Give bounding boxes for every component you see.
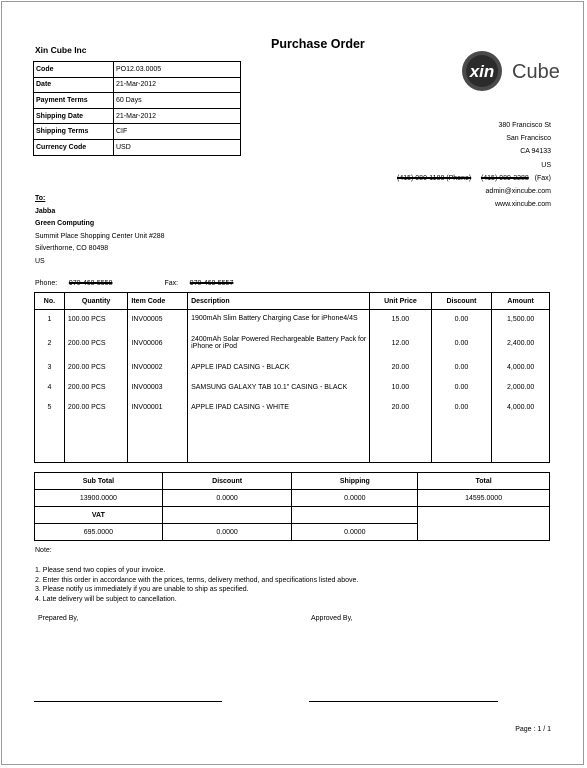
cell-code: INV00003	[128, 379, 188, 399]
cell-desc: APPLE IPAD CASING - WHITE	[188, 399, 370, 463]
logo-mark: xin	[469, 62, 495, 81]
cell-qty: 200.00 PCS	[64, 399, 128, 463]
document-title: Purchase Order	[271, 37, 365, 51]
column-header: No.	[35, 293, 65, 310]
recipient-company: Green Computing	[35, 220, 95, 228]
info-value: 21-Mar-2012	[114, 108, 241, 124]
cell-desc: 2400mAh Solar Powered Rechargeable Battery Pack for iPhone or iPod	[188, 335, 370, 359]
totals-table	[34, 472, 550, 541]
vat-label: VAT	[35, 507, 163, 524]
empty-cell	[292, 507, 418, 524]
approved-signature-line	[309, 701, 498, 702]
note-item: 4. Late delivery will be subject to cancellation.	[35, 595, 177, 603]
sender-state-zip: CA 94133	[520, 148, 551, 156]
recipient-phone: 970-468-5558	[68, 280, 113, 287]
cell-price: 15.00	[370, 310, 431, 335]
sender-phone-fax	[397, 172, 551, 185]
cell-no: 2	[35, 335, 65, 359]
info-value: CIF	[114, 124, 241, 140]
items-header-row	[35, 293, 550, 310]
info-row-currency-code	[34, 139, 241, 155]
items-table	[34, 292, 550, 463]
cell-amount: 4,000.00	[492, 359, 550, 379]
vat-header-row	[35, 507, 550, 524]
fax-label: Fax:	[164, 280, 179, 287]
cell-qty: 200.00 PCS	[64, 379, 128, 399]
info-label: Date	[34, 77, 114, 93]
cell-code: INV00006	[128, 335, 188, 359]
recipient-address1: Summit Place Shopping Center Unit #288	[35, 232, 165, 240]
sender-city: San Francisco	[506, 135, 551, 143]
to-label: To:	[35, 195, 46, 202]
prepared-by-label: Prepared By,	[38, 615, 79, 622]
cell-discount: 0.00	[431, 310, 492, 335]
table-row	[35, 310, 550, 335]
total-value: 14595.0000	[418, 490, 550, 507]
info-label: Payment Terms	[34, 93, 114, 109]
note-item: 3. Please notify us immediately if you are unable to ship as specified.	[35, 586, 249, 594]
cell-qty: 200.00 PCS	[64, 359, 128, 379]
cell-qty: 100.00 PCS	[64, 310, 128, 335]
empty-cell	[418, 524, 550, 541]
sender-phone: (415) 080-1188 (Phone)	[397, 174, 472, 182]
cell-code: INV00005	[128, 310, 188, 335]
note-label: Note:	[35, 547, 52, 554]
recipient-country: US	[35, 257, 45, 265]
info-value: 21-Mar-2012	[114, 77, 241, 93]
vat-shipping-value: 0.0000	[292, 524, 418, 541]
recipient-contact	[35, 280, 233, 287]
empty-cell	[162, 507, 292, 524]
column-header: Quantity	[64, 293, 128, 310]
cell-no: 4	[35, 379, 65, 399]
subtotal-value: 13900.0000	[35, 490, 163, 507]
sender-street: 380 Francisco St	[498, 122, 551, 129]
cell-code: INV00001	[128, 399, 188, 463]
cell-desc: SAMSUNG GALAXY TAB 10.1" CASING - BLACK	[188, 379, 370, 399]
vat-value-row	[35, 524, 550, 541]
sender-email: admin@xincube.com	[485, 188, 551, 196]
empty-cell	[418, 507, 550, 524]
table-row	[35, 379, 550, 399]
cell-no: 1	[35, 310, 65, 335]
info-label: Currency Code	[34, 139, 114, 155]
note-item: 2. Enter this order in accordance with the prices, terms, delivery method, and specifications listed above.	[35, 576, 359, 584]
recipient-name: Jabba	[35, 207, 56, 215]
totals-value-row	[35, 490, 550, 507]
info-row-payment-terms	[34, 93, 241, 109]
cell-discount: 0.00	[431, 335, 492, 359]
column-header: Unit Price	[370, 293, 431, 310]
info-row-shipping-terms	[34, 124, 241, 140]
cell-amount: 4,000.00	[492, 399, 550, 463]
sender-address	[397, 119, 551, 211]
recipient-address2: Silverthorne, CO 80498	[35, 245, 109, 253]
totals-header-row	[35, 473, 550, 490]
cell-desc: 1900mAh Slim Battery Charging Case for iPhone4/4S	[188, 310, 370, 335]
notes-list	[35, 566, 358, 604]
sender-website: www.xincube.com	[494, 201, 551, 209]
cell-qty: 200.00 PCS	[64, 335, 128, 359]
info-row-code	[34, 62, 241, 78]
cell-amount: 2,000.00	[492, 379, 550, 399]
cell-discount: 0.00	[431, 359, 492, 379]
cell-price: 20.00	[370, 399, 431, 463]
table-row	[35, 335, 550, 359]
subtotal-label: Sub Total	[35, 473, 163, 490]
info-value: USD	[114, 139, 241, 155]
cell-desc: APPLE IPAD CASING - BLACK	[188, 359, 370, 379]
column-header: Discount	[431, 293, 492, 310]
logo-text: Cube	[512, 61, 560, 83]
column-header: Amount	[492, 293, 550, 310]
page-number: Page : 1 / 1	[515, 726, 551, 733]
shipping-label: Shipping	[292, 473, 418, 490]
cell-price: 20.00	[370, 359, 431, 379]
sender-fax: (415) 989-2288	[480, 174, 529, 182]
vat-discount-value: 0.0000	[162, 524, 292, 541]
table-row	[35, 359, 550, 379]
note-item: 1. Please send two copies of your invoice.	[35, 567, 166, 574]
cell-amount: 1,500.00	[492, 310, 550, 335]
cell-amount: 2,400.00	[492, 335, 550, 359]
cell-price: 10.00	[370, 379, 431, 399]
info-label: Shipping Date	[34, 108, 114, 124]
xincube-logo-icon	[460, 50, 560, 92]
approved-by-label: Approved By,	[311, 615, 353, 622]
order-info-table	[33, 61, 241, 156]
vat-value: 695.0000	[35, 524, 163, 541]
recipient-fax: 970-468-5557	[189, 280, 234, 287]
cell-no: 3	[35, 359, 65, 379]
sender-fax-label: (Fax)	[534, 174, 551, 182]
info-label: Code	[34, 62, 114, 78]
table-row	[35, 399, 550, 463]
discount-label: Discount	[162, 473, 292, 490]
info-value: PO12.03.0005	[114, 62, 241, 78]
company-name: Xin Cube Inc	[35, 45, 87, 55]
column-header: Item Code	[128, 293, 188, 310]
info-label: Shipping Terms	[34, 124, 114, 140]
shipping-value: 0.0000	[292, 490, 418, 507]
total-label: Total	[418, 473, 550, 490]
info-value: 60 Days	[114, 93, 241, 109]
phone-label: Phone:	[35, 280, 58, 287]
cell-discount: 0.00	[431, 399, 492, 463]
cell-no: 5	[35, 399, 65, 463]
recipient-block	[35, 193, 165, 269]
sender-country: US	[541, 161, 551, 169]
cell-code: INV00002	[128, 359, 188, 379]
column-header: Description	[188, 293, 370, 310]
info-row-shipping-date	[34, 108, 241, 124]
info-row-date	[34, 77, 241, 93]
cell-discount: 0.00	[431, 379, 492, 399]
prepared-signature-line	[34, 701, 222, 702]
discount-value: 0.0000	[162, 490, 292, 507]
cell-price: 12.00	[370, 335, 431, 359]
